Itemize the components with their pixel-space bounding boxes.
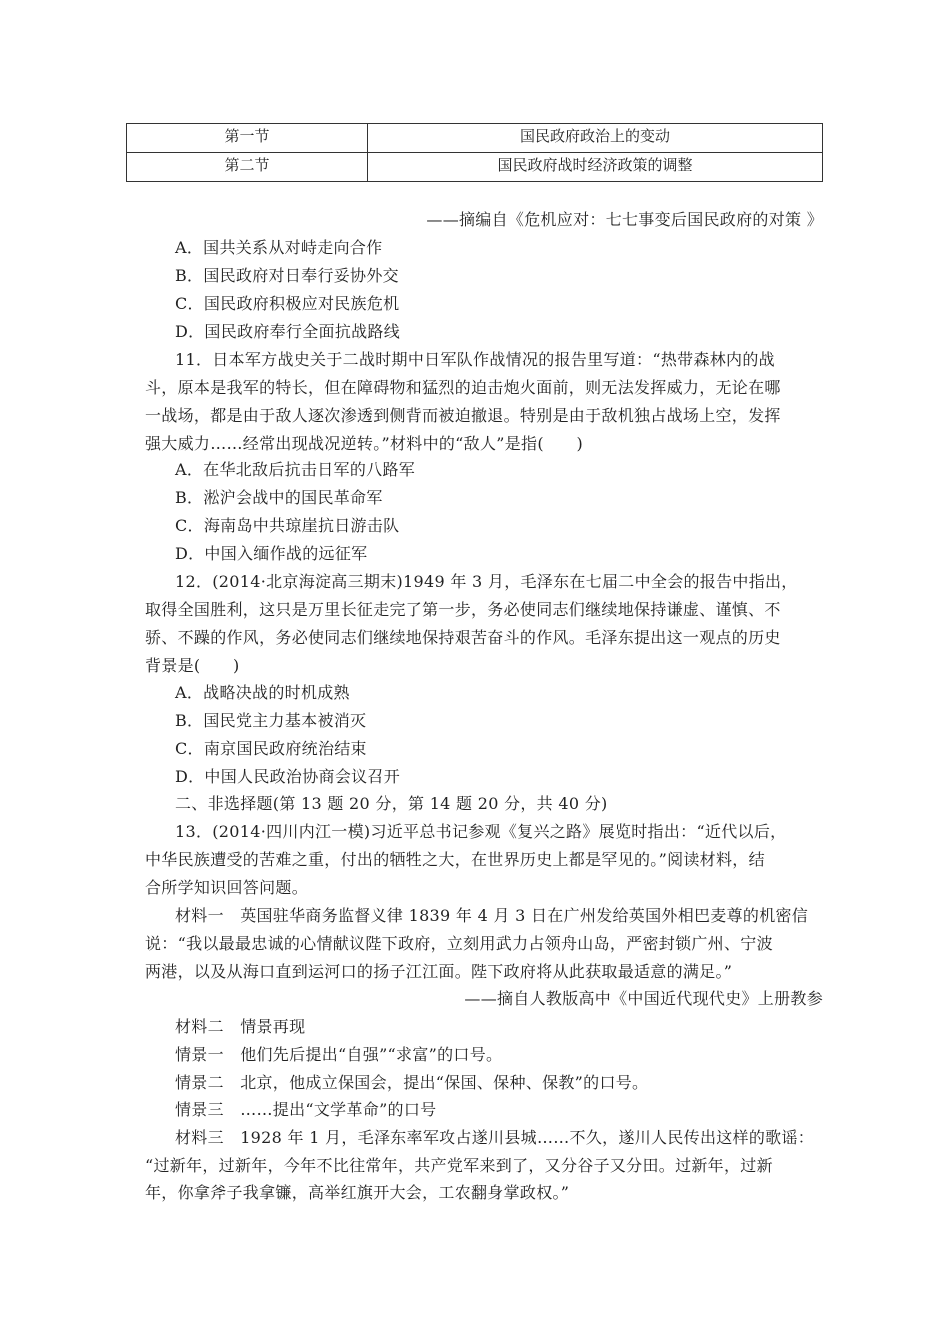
material-3-text: 材料三 1928 年 1 月，毛泽东率军攻占遂川县城……不久，遂川人民传出这样的歌谣： (175, 1128, 815, 1147)
option-b: B．国民政府对日奉行妥协外交 (175, 266, 399, 285)
question-13-text: 合所学知识回答问题。 (145, 878, 309, 897)
section-heading: 二、非选择题(第 13 题 20 分，第 14 题 20 分，共 40 分) (175, 794, 608, 813)
source-citation: ——摘自人教版高中《中国近代现代史》上册教参 (464, 989, 823, 1008)
material-2-heading: 材料二 情景再现 (175, 1017, 306, 1036)
question-12-text: 骄、不躁的作风，务必使同志们继续地保持艰苦奋斗的作风。毛泽东提出这一观点的历史 (145, 628, 781, 647)
option-d: D．中国入缅作战的远征军 (175, 544, 368, 563)
material-1-text: 两港，以及从海口直到运河口的扬子江江面。陛下政府将从此获取最适意的满足。” (145, 962, 733, 981)
question-12-text: 背景是( ) (145, 656, 240, 675)
option-b: B．国民党主力基本被消灭 (175, 711, 367, 730)
option-b: B．淞沪会战中的国民革命军 (175, 488, 383, 507)
option-d: D．国民政府奉行全面抗战路线 (175, 322, 401, 341)
question-12-text: 12．(2014·北京海淀高三期末)1949 年 3 月，毛泽东在七届二中全会的报告中指出， (175, 572, 798, 591)
scene-2: 情景二 北京，他成立保国会，提出“保国、保种、保教”的口号。 (175, 1073, 649, 1092)
option-c: C．海南岛中共琼崖抗日游击队 (175, 516, 400, 535)
option-d: D．中国人民政治协商会议召开 (175, 767, 401, 786)
option-a: A．在华北敌后抗击日军的八路军 (175, 460, 416, 479)
option-a: A．国共关系从对峙走向合作 (175, 238, 383, 257)
section-table (126, 123, 823, 182)
source-citation: ——摘编自《危机应对：七七事变后国民政府的对策 》 (426, 210, 823, 229)
question-11-text: 斗，原本是我军的特长，但在障碍物和猛烈的迫击炮火面前，则无法发挥威力，无论在哪 (145, 378, 781, 397)
option-c: C．南京国民政府统治结束 (175, 739, 367, 758)
question-11-text: 11．日本军方战史关于二战时期中日军队作战情况的报告里写道：“热带森林内的战 (175, 350, 775, 369)
table-cell: 国民政府战时经济政策的调整 (368, 153, 823, 182)
table-row (127, 124, 823, 153)
question-11-text: 强大威力……经常出现战况逆转。”材料中的“敌人”是指( ) (145, 434, 584, 453)
question-13-text: 13．(2014·四川内江一模)习近平总书记参观《复兴之路》展览时指出：“近代以后， (175, 822, 787, 841)
question-13-text: 中华民族遭受的苦难之重，付出的牺牲之大，在世界历史上都是罕见的。”阅读材料，结 (145, 850, 765, 869)
table-cell: 国民政府政治上的变动 (368, 124, 823, 153)
material-1-text: 材料一 英国驻华商务监督义律 1839 年 4 月 3 日在广州发给英国外相巴麦尊的机密信 (175, 906, 809, 925)
question-12-text: 取得全国胜利，这只是万里长征走完了第一步，务必使同志们继续地保持谦虚、谨慎、不 (145, 600, 781, 619)
table-row (127, 153, 823, 182)
material-3-text: 年，你拿斧子我拿镰，高举红旗开大会，工农翻身掌政权。” (145, 1183, 570, 1202)
question-11-text: 一战场，都是由于敌人逐次渗透到侧背而被迫撤退。特别是由于敌机独占战场上空，发挥 (145, 406, 781, 425)
scene-1: 情景一 他们先后提出“自强”“求富”的口号。 (175, 1045, 503, 1064)
scene-3: 情景三 ……提出“文学革命”的口号 (175, 1100, 437, 1119)
table-cell: 第二节 (127, 153, 368, 182)
option-c: C．国民政府积极应对民族危机 (175, 294, 400, 313)
table-cell: 第一节 (127, 124, 368, 153)
material-1-text: 说：“我以最最忠诚的心情献议陛下政府，立刻用武力占领舟山岛，严密封锁广州、宁波 (145, 934, 773, 953)
option-a: A．战略决战的时机成熟 (175, 683, 350, 702)
material-3-text: “过新年，过新年，今年不比往常年，共产党军来到了，又分谷子又分田。过新年，过新 (145, 1156, 773, 1175)
